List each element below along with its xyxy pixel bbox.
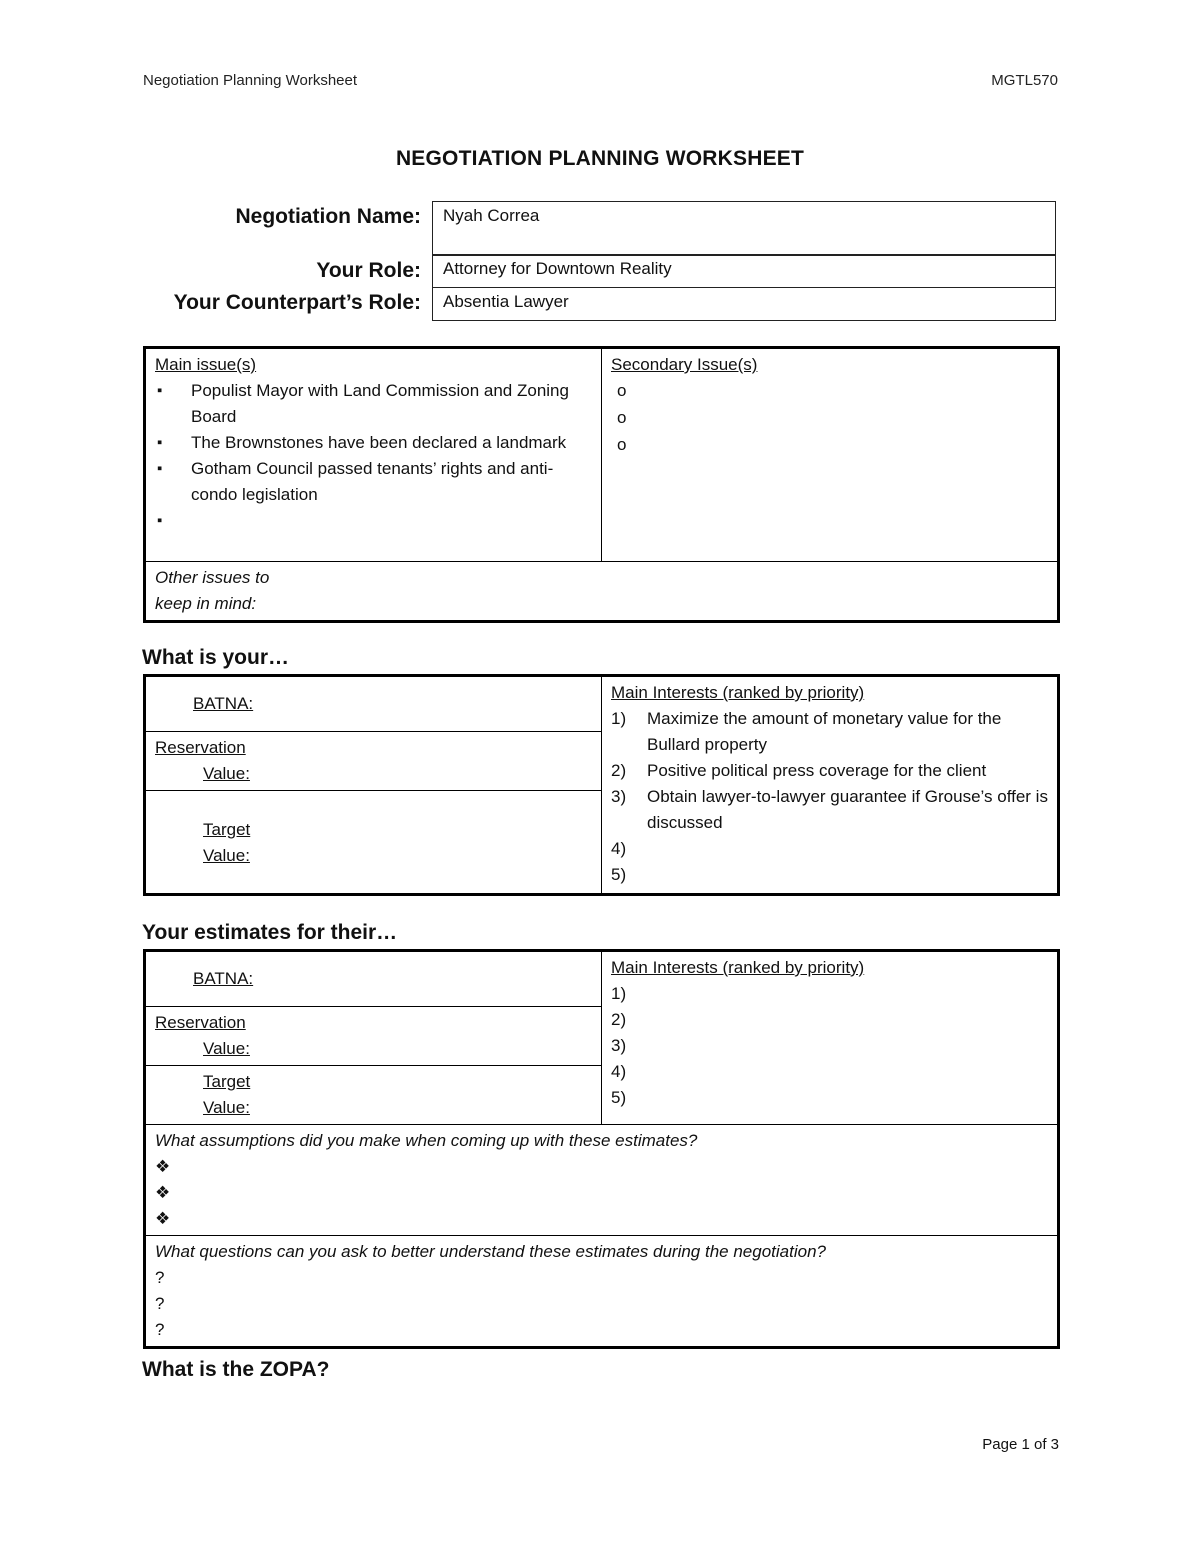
secondary-issues-list xyxy=(611,378,1048,459)
questions-label: What questions can you ask to better understand these estimates during the negotiation? xyxy=(155,1242,826,1261)
diamond-bullet-icon: ❖ xyxy=(155,1157,171,1176)
their-target-value-label: Value: xyxy=(203,1098,250,1117)
their-batna-cell[interactable] xyxy=(145,951,602,1007)
their-target-value-cell[interactable] xyxy=(145,1066,602,1125)
list-item: 5) xyxy=(611,865,627,884)
list-item: 2) xyxy=(611,1010,627,1029)
list-item: 2) Positive political press coverage for the client xyxy=(611,761,987,780)
negotiation-name-field[interactable]: Nyah Correa xyxy=(432,201,1056,256)
target-label: Target xyxy=(203,820,251,839)
their-reservation-label: Reservation xyxy=(155,1013,246,1032)
main-interests-list xyxy=(611,706,1048,888)
list-item: 5) xyxy=(611,1088,627,1107)
list-item: 1) xyxy=(611,984,627,1003)
main-issues-list xyxy=(155,378,592,534)
reservation-label: Reservation xyxy=(155,738,246,757)
list-item: o xyxy=(617,408,627,427)
their-reservation-value-label: Value: xyxy=(203,1039,250,1058)
reservation-value-label: Value: xyxy=(203,764,250,783)
question-marker: ? xyxy=(155,1320,165,1339)
list-item: ▪ The Brownstones have been declared a landmark xyxy=(155,430,592,456)
list-item: 1) Maximize the amount of monetary value for the Bullard property xyxy=(611,709,1002,754)
your-values-heading: What is your… xyxy=(142,646,290,669)
list-item: ▪ Gotham Council passed tenants’ rights and anti-condo legislation xyxy=(155,456,592,508)
reservation-value-cell[interactable] xyxy=(145,732,602,791)
secondary-issues-label: Secondary Issue(s) xyxy=(611,355,758,374)
assumptions-label: What assumptions did you make when coming up with these estimates? xyxy=(155,1131,698,1150)
list-item: 3) xyxy=(611,1036,627,1055)
their-main-interests-label: Main Interests (ranked by priority) xyxy=(611,958,865,977)
list-item: 4) xyxy=(611,1062,627,1081)
other-issues-cell[interactable] xyxy=(145,562,1059,622)
list-item xyxy=(155,508,592,534)
other-issues-label-2: keep in mind: xyxy=(155,594,257,613)
other-issues-label-1: Other issues to xyxy=(155,568,270,587)
diamond-bullet-icon: ❖ xyxy=(155,1183,171,1202)
page-number: Page 1 of 3 xyxy=(982,1436,1059,1453)
main-issues-label: Main issue(s) xyxy=(155,355,257,374)
batna-label: BATNA: xyxy=(193,694,254,713)
diamond-bullet-icon: ❖ xyxy=(155,1209,171,1228)
list-item: 4) xyxy=(611,839,627,858)
list-item: 3) Obtain lawyer-to-lawyer guarantee if Grouse’s offer is discussed xyxy=(611,787,1048,832)
zopa-heading: What is the ZOPA? xyxy=(142,1358,330,1381)
target-value-cell[interactable] xyxy=(145,791,602,895)
their-batna-label: BATNA: xyxy=(193,969,254,988)
running-header-course: MGTL570 xyxy=(991,72,1058,89)
your-role-field[interactable]: Attorney for Downtown Reality xyxy=(432,254,1056,288)
issues-table xyxy=(143,346,1060,623)
questions-cell[interactable] xyxy=(145,1236,1059,1348)
their-reservation-value-cell[interactable] xyxy=(145,1007,602,1066)
question-marker: ? xyxy=(155,1294,165,1313)
running-header-title: Negotiation Planning Worksheet xyxy=(143,72,358,89)
counterpart-role-field[interactable]: Absentia Lawyer xyxy=(432,287,1056,321)
your-values-table xyxy=(143,674,1060,896)
their-main-interests-cell[interactable] xyxy=(602,951,1059,1125)
batna-cell[interactable] xyxy=(145,676,602,732)
page-title: NEGOTIATION PLANNING WORKSHEET xyxy=(395,147,805,170)
counterpart-role-label: Your Counterpart’s Role: xyxy=(173,291,421,314)
their-target-label: Target xyxy=(203,1072,251,1091)
main-interests-cell[interactable] xyxy=(602,676,1059,895)
list-item: ▪ Populist Mayor with Land Commission and Zoning Board xyxy=(155,378,592,430)
list-item: o xyxy=(617,435,627,454)
main-interests-label: Main Interests (ranked by priority) xyxy=(611,683,865,702)
your-role-label: Your Role: xyxy=(316,259,421,282)
secondary-issues-cell[interactable] xyxy=(602,348,1059,562)
their-values-heading: Your estimates for their… xyxy=(142,921,398,944)
assumptions-cell[interactable] xyxy=(145,1125,1059,1236)
main-issues-cell[interactable] xyxy=(145,348,602,562)
list-item: o xyxy=(617,381,627,400)
negotiation-name-label: Negotiation Name: xyxy=(235,205,421,228)
question-marker: ? xyxy=(155,1268,165,1287)
their-values-table xyxy=(143,949,1060,1349)
target-value-label: Value: xyxy=(203,846,250,865)
